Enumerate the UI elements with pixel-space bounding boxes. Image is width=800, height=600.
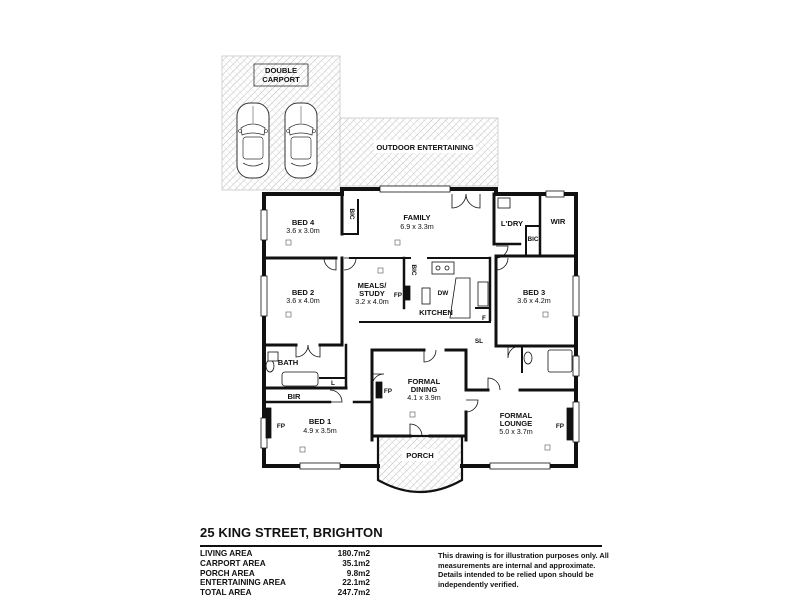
double-carport-label: CARPORT bbox=[262, 75, 300, 84]
bed3-name: BED 3 bbox=[522, 288, 546, 297]
formal-dining-dim: 4.1 x 3.9m bbox=[407, 393, 441, 402]
fp-meals-label: FP bbox=[393, 292, 403, 299]
bed3-dim: 3.6 x 4.2m bbox=[517, 296, 551, 305]
meals-study-name: STUDY bbox=[359, 289, 385, 298]
outdoor-entertaining-label: OUTDOOR ENTERTAINING bbox=[376, 143, 474, 152]
area-label: ENTERTAINING AREA bbox=[200, 578, 286, 588]
area-row bbox=[200, 578, 370, 588]
stove-icon bbox=[432, 262, 454, 274]
formal-dining-name: DINING bbox=[410, 385, 438, 394]
bed1-name: BED 1 bbox=[308, 417, 332, 426]
bed4-dim: 3.6 x 3.0m bbox=[286, 226, 320, 235]
double-carport-label: DOUBLE bbox=[264, 66, 298, 75]
dw-label: DW bbox=[437, 290, 449, 297]
area-row bbox=[200, 559, 370, 569]
fireplace-icon bbox=[266, 408, 271, 438]
property-title: 25 KING STREET, BRIGHTON bbox=[200, 525, 383, 540]
bic-meals-label: BIC bbox=[410, 264, 417, 276]
car-icon bbox=[237, 103, 269, 178]
area-table bbox=[200, 549, 370, 598]
area-label: CARPORT AREA bbox=[200, 558, 266, 568]
bathtub-icon bbox=[282, 372, 318, 386]
fp-lounge-label: FP bbox=[555, 423, 565, 430]
fireplace-icon bbox=[376, 382, 382, 398]
porch-bay bbox=[378, 436, 462, 492]
sl-label: SL bbox=[474, 338, 484, 345]
family-name: FAMILY bbox=[403, 213, 431, 222]
area-value: 247.7m2 bbox=[337, 588, 370, 598]
bed1-dim: 4.9 x 3.5m bbox=[303, 426, 337, 435]
property-info bbox=[200, 525, 620, 597]
bed2-dim: 3.6 x 4.0m bbox=[286, 296, 320, 305]
formal-lounge-dim: 5.0 x 3.7m bbox=[499, 427, 533, 436]
fireplace-icon bbox=[567, 408, 573, 440]
meals-study-dim: 3.2 x 4.0m bbox=[355, 297, 389, 306]
laundry-tub-icon bbox=[498, 198, 510, 208]
area-row bbox=[200, 569, 370, 579]
bic-laundry-label: BIC bbox=[527, 236, 539, 243]
formal-dining-name: FORMAL bbox=[407, 377, 441, 386]
family-dim: 6.9 x 3.3m bbox=[400, 222, 434, 231]
fireplace-icon bbox=[404, 286, 410, 300]
area-label: TOTAL AREA bbox=[200, 588, 252, 598]
porch-label: PORCH bbox=[406, 451, 434, 460]
kitchen-island bbox=[450, 278, 470, 318]
shower-icon bbox=[548, 350, 572, 372]
area-label: LIVING AREA bbox=[200, 549, 253, 558]
toilet-icon bbox=[266, 360, 274, 372]
bed2-name: BED 2 bbox=[291, 288, 315, 297]
bir-name: BIR bbox=[287, 392, 301, 401]
area-value: 35.1m2 bbox=[342, 558, 370, 568]
laundry-name: L'DRY bbox=[500, 219, 524, 228]
vanity-icon bbox=[268, 352, 278, 361]
area-value: 180.7m2 bbox=[337, 549, 370, 558]
wir-name: WIR bbox=[550, 217, 566, 226]
area-value: 22.1m2 bbox=[342, 578, 370, 588]
title-divider bbox=[200, 545, 602, 547]
bath-name: BATH bbox=[277, 358, 299, 367]
fp-dining-label: FP bbox=[383, 388, 393, 395]
meals-study-name: MEALS/ bbox=[357, 281, 387, 290]
area-row bbox=[200, 549, 370, 559]
disclaimer-text: This drawing is for illustration purposes only. All measurements are internal and approximate. Details intended to be relied upon should be independently verified. bbox=[438, 551, 609, 589]
toilet-icon bbox=[524, 352, 532, 364]
car-icon bbox=[285, 103, 317, 178]
l-label: L bbox=[331, 380, 335, 387]
bic-bed4-label: BIC bbox=[348, 208, 355, 220]
sink-icon bbox=[422, 288, 430, 304]
formal-lounge-name: LOUNGE bbox=[499, 419, 533, 428]
area-row bbox=[200, 588, 370, 598]
bed4-name: BED 4 bbox=[291, 218, 315, 227]
area-value: 9.8m2 bbox=[346, 568, 370, 578]
kitchen-name: KITCHEN bbox=[419, 308, 453, 317]
area-label: PORCH AREA bbox=[200, 568, 255, 578]
fp-bed1-label: FP bbox=[276, 423, 286, 430]
f-label: F bbox=[482, 315, 486, 322]
formal-lounge-name: FORMAL bbox=[499, 411, 533, 420]
fridge-icon bbox=[478, 282, 488, 306]
